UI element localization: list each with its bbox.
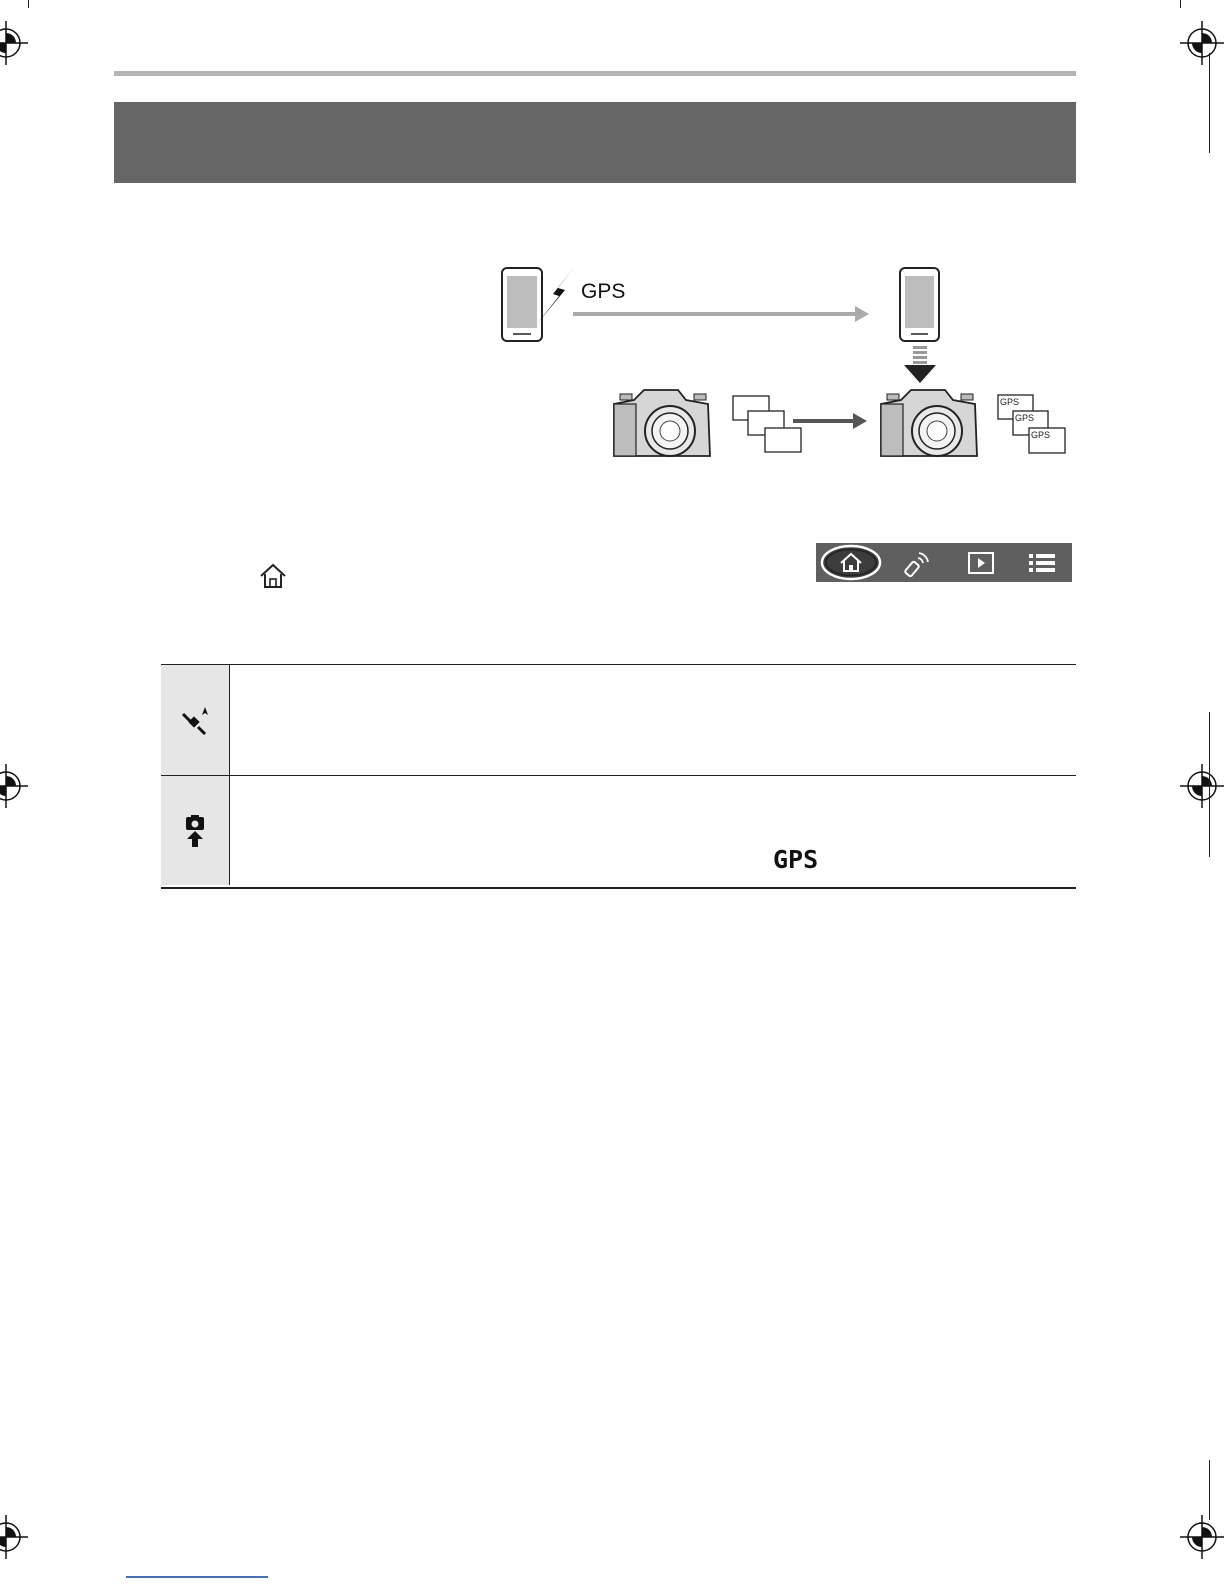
smartphone-icon [502, 268, 542, 341]
gps-tag: GPS [1015, 413, 1035, 423]
down-arrow-icon [904, 346, 936, 383]
registration-mark-mid-right [1180, 764, 1224, 808]
gps-mark: GPS [773, 845, 819, 874]
remote-wireless-icon [902, 548, 932, 578]
camera-icon [614, 390, 710, 456]
location-logging-icon [178, 703, 212, 737]
time-arrow [573, 306, 869, 322]
app-menu-bar [816, 543, 1072, 582]
function-table [161, 664, 1076, 889]
playback-button[interactable] [950, 543, 1012, 582]
gps-tagged-image-stack-icon [998, 395, 1065, 453]
gps-transfer-diagram [495, 258, 1080, 468]
transfer-arrow [793, 413, 867, 429]
trim-line-right-top [1180, 0, 1181, 8]
home-button[interactable] [820, 543, 882, 582]
home-icon [258, 561, 288, 591]
registration-mark-top-right [1180, 21, 1224, 65]
send-location-to-camera-icon [182, 814, 208, 848]
registration-mark-top-left [0, 21, 28, 65]
registration-mark-mid-left [0, 764, 28, 808]
image-stack-icon [733, 396, 801, 452]
gps-tag: GPS [1000, 397, 1020, 407]
icon-cell [161, 776, 230, 885]
gps-tag: GPS [1031, 430, 1051, 440]
trim-line-right-vertical-mid [1209, 712, 1210, 857]
camera-icon [881, 390, 977, 456]
icon-cell [161, 665, 230, 775]
footer-link-underline[interactable] [126, 1576, 268, 1578]
top-rule [114, 71, 1076, 76]
menu-list-button[interactable] [1012, 543, 1072, 582]
gps-label: GPS [581, 280, 626, 303]
table-row [161, 665, 1076, 775]
remote-operation-button[interactable] [886, 543, 948, 582]
trim-line-left-top [28, 0, 29, 8]
smartphone-icon [900, 268, 939, 341]
trim-line-right-vertical-upper [1209, 53, 1210, 153]
registration-mark-bottom-right [1180, 1515, 1224, 1559]
playback-icon [967, 551, 995, 575]
trim-line-right-vertical-lower [1209, 1460, 1210, 1520]
section-title-band [114, 102, 1076, 183]
table-row [161, 775, 1076, 885]
home-icon [820, 544, 882, 581]
registration-mark-bottom-left [0, 1515, 28, 1559]
list-menu-icon [1027, 551, 1057, 575]
